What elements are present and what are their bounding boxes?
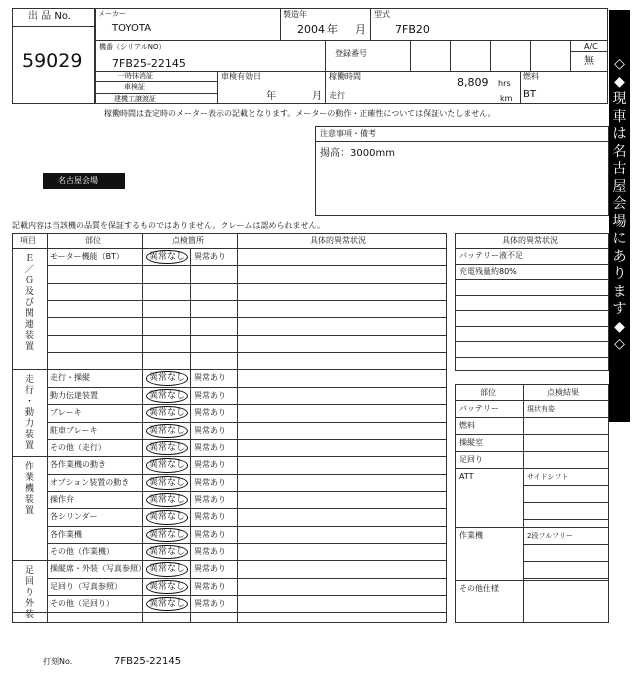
other-label: その他仕様 (459, 584, 499, 593)
inspection-part-label: オプション装置の動き (50, 477, 130, 487)
venue-badge-text: 名古屋会場 (58, 176, 98, 185)
abnormal-option[interactable]: 異常あり (194, 564, 226, 574)
inspection-part-label: 各作業機の動き (50, 460, 106, 470)
notes-box (315, 126, 609, 216)
inspection-part-label: 各シリンダー (50, 512, 98, 522)
hours-label: 稼働時間 (329, 72, 361, 81)
inspection-part-label: その他（走行） (50, 442, 106, 452)
no-abnormal-option[interactable]: 異常なし (146, 545, 188, 559)
detail-line: 充電残量約80% (459, 266, 517, 276)
result-part: 燃料 (459, 421, 475, 430)
reg-label: 登録番号 (335, 49, 367, 58)
inspection-part-label: 操縦席・外装（写真参照） (50, 564, 146, 574)
rd-line (455, 357, 609, 358)
abnormal-option[interactable]: 異常あり (194, 408, 226, 418)
abnormal-option[interactable]: 異常あり (194, 425, 226, 435)
col-check-header: 点検箇所 (172, 236, 204, 245)
inspection-part-label: ブレーキ (50, 408, 82, 418)
group-line (12, 612, 447, 613)
no-abnormal-option[interactable]: 異常なし (146, 493, 188, 507)
abnormal-option[interactable]: 異常あり (194, 581, 226, 591)
work-label: 作業機 (459, 531, 483, 540)
row-line (47, 560, 447, 561)
abnormal-option[interactable]: 異常あり (194, 529, 226, 539)
year-unit: 年 (327, 23, 338, 36)
group-name: 走 行 ・ 動 力 装 置 (24, 375, 34, 452)
row-line (47, 595, 447, 596)
res-line (523, 519, 609, 520)
distance-unit: km (500, 94, 513, 103)
rd-line (455, 248, 609, 249)
no-abnormal-option[interactable]: 異常なし (146, 597, 188, 611)
row-line (47, 491, 447, 492)
lot-label: 出 品 No. (28, 11, 71, 22)
no-abnormal-option[interactable]: 異常なし (146, 458, 188, 472)
abnormal-option[interactable]: 異常あり (194, 477, 226, 487)
att-value: サイドシフト (527, 473, 569, 481)
no-abnormal-option[interactable]: 異常なし (146, 441, 188, 455)
res-line (523, 578, 609, 579)
year-value: 2004 (297, 23, 325, 36)
row-line (47, 404, 447, 405)
no-abnormal-option[interactable]: 異常なし (146, 250, 188, 264)
result-part: バッテリー (459, 404, 499, 413)
res-line (455, 580, 609, 581)
ac-label: A/C (584, 42, 598, 51)
res-line (455, 417, 609, 418)
att-label: ATT (459, 472, 474, 481)
serial-label: 機番（シリアルNO） (99, 43, 166, 51)
fuel-value: BT (523, 89, 536, 100)
no-abnormal-option[interactable]: 異常なし (146, 371, 188, 385)
abnormal-option[interactable]: 異常あり (194, 494, 226, 504)
res-line (523, 561, 609, 562)
hours-value: 8,809 (457, 76, 489, 89)
row-line (47, 578, 447, 579)
row-line (47, 265, 447, 266)
inspection-month-unit: 月 (312, 91, 322, 102)
results-part-header: 部位 (480, 388, 496, 397)
right-detail-header: 具体的異常状況 (502, 236, 558, 245)
no-abnormal-option[interactable]: 異常なし (146, 389, 188, 403)
res-line (523, 544, 609, 545)
rd-line (455, 341, 609, 342)
row-line (47, 474, 447, 475)
inspection-part-label: 動力伝達装置 (50, 390, 98, 400)
inspection-part-label: 走行・操縦 (50, 373, 90, 383)
col-part-header: 部位 (85, 236, 101, 245)
maker-label: メーカー (98, 10, 126, 18)
notes-text: 揚高：3000mm (320, 148, 395, 159)
maker-value: TOYOTA (112, 23, 152, 34)
hours-notice: 稼働時間は査定時のメーター表示の記載となります。メーターの動作・正確性については保証いたしません。 (104, 109, 496, 118)
res-line (455, 400, 609, 401)
lot-number: 59029 (22, 50, 83, 72)
row-line (47, 422, 447, 423)
inspection-part-label: 操作弁 (50, 494, 74, 504)
inspection-year-unit: 年 (266, 91, 276, 102)
rd-line (455, 295, 609, 296)
row-line (47, 335, 447, 336)
serial-value: 7FB25-22145 (112, 57, 186, 70)
row-line (47, 369, 447, 370)
col-item-header: 項目 (20, 236, 36, 245)
fuel-label: 燃料 (523, 72, 539, 81)
row-line (47, 283, 447, 284)
inspection-valid-label: 車検有効日 (221, 72, 261, 81)
no-abnormal-option[interactable]: 異常なし (146, 406, 188, 420)
model-value: 7FB20 (395, 23, 430, 36)
distance-label: 走行 (329, 91, 345, 100)
rd-line (455, 310, 609, 311)
result-part: 操縦室 (459, 438, 483, 447)
row-line (47, 317, 447, 318)
row-line (47, 352, 447, 353)
col-detail-header: 具体的異常状況 (310, 236, 366, 245)
no-abnormal-option[interactable]: 異常なし (146, 510, 188, 524)
notes-label: 注意事項・備考 (320, 129, 376, 138)
row-line (47, 508, 447, 509)
rd-line (455, 326, 609, 327)
detail-line: バッテリー液不足 (459, 251, 523, 260)
abnormal-option[interactable]: 異常あり (194, 546, 226, 556)
header-line (12, 248, 447, 249)
res-line (523, 502, 609, 503)
inspection-part-label: その他（足回り） (50, 599, 114, 608)
no-abnormal-option[interactable]: 異常なし (146, 580, 188, 594)
res-line (455, 468, 609, 469)
no-abnormal-option[interactable]: 異常なし (146, 562, 188, 576)
stamp-label: 打刻No. (43, 657, 73, 666)
group-name: 足 回 り 外 装 (24, 566, 34, 621)
rd-line (455, 264, 609, 265)
year-label: 製造年 (283, 10, 307, 19)
abnormal-option[interactable]: 異常あり (194, 512, 226, 522)
month-unit: 月 (355, 23, 366, 36)
ac-value: 無 (584, 56, 594, 67)
disclaimer: 記載内容は当該機の品質を保証するものではありません。クレームは認められません。 (12, 221, 325, 230)
rd-line (455, 279, 609, 280)
inspection-part-label: 各作業機 (50, 529, 82, 539)
results-result-header: 点検結果 (547, 388, 579, 397)
model-label: 型式 (374, 10, 390, 19)
row-line (47, 387, 447, 388)
group-name: Ｅ ／ Ｇ 及 び 関 連 装 置 (24, 254, 34, 352)
no-abnormal-option[interactable]: 異常なし (146, 476, 188, 490)
construction-cert-label: 建機工譲渡証 (114, 95, 156, 103)
abnormal-option[interactable]: 異常あり (194, 442, 226, 452)
res-line (455, 434, 609, 435)
no-abnormal-option[interactable]: 異常なし (146, 528, 188, 542)
inspection-part-label: 駐車ブレーキ (50, 425, 98, 435)
abnormal-option[interactable]: 異常あり (194, 390, 226, 400)
abnormal-option[interactable]: 異常あり (194, 599, 226, 608)
inspection-cert-label: 車検証 (124, 83, 145, 91)
inspection-part-label: モーター機能（BT） (50, 252, 125, 261)
inspection-part-label: その他（作業機） (50, 546, 114, 556)
work-value: 2段フルフリー (527, 532, 573, 540)
side-banner-text: ◇ ◆ 現 車 は 名 古 屋 会 場 に あ り ま す ◆ ◇ (612, 56, 627, 352)
row-line (47, 300, 447, 301)
hours-unit: hrs (498, 79, 511, 88)
abnormal-option[interactable]: 異常あり (194, 373, 226, 383)
res-line (523, 485, 609, 486)
row-line (47, 439, 447, 440)
no-abnormal-option[interactable]: 異常なし (146, 424, 188, 438)
res-line (455, 451, 609, 452)
row-line (47, 456, 447, 457)
group-name: 作 業 機 装 置 (24, 462, 34, 517)
temp-cancel-label: 一時抹消証 (118, 72, 153, 80)
res-line (455, 527, 609, 528)
stamp-number: 7FB25-22145 (114, 656, 182, 667)
row-line (47, 543, 447, 544)
abnormal-option[interactable]: 異常あり (194, 252, 226, 261)
result-value: 現状有姿 (527, 405, 555, 413)
result-part: 足回り (459, 455, 483, 464)
row-line (47, 526, 447, 527)
abnormal-option[interactable]: 異常あり (194, 460, 226, 470)
inspection-part-label: 足回り（写真参照） (50, 581, 122, 591)
